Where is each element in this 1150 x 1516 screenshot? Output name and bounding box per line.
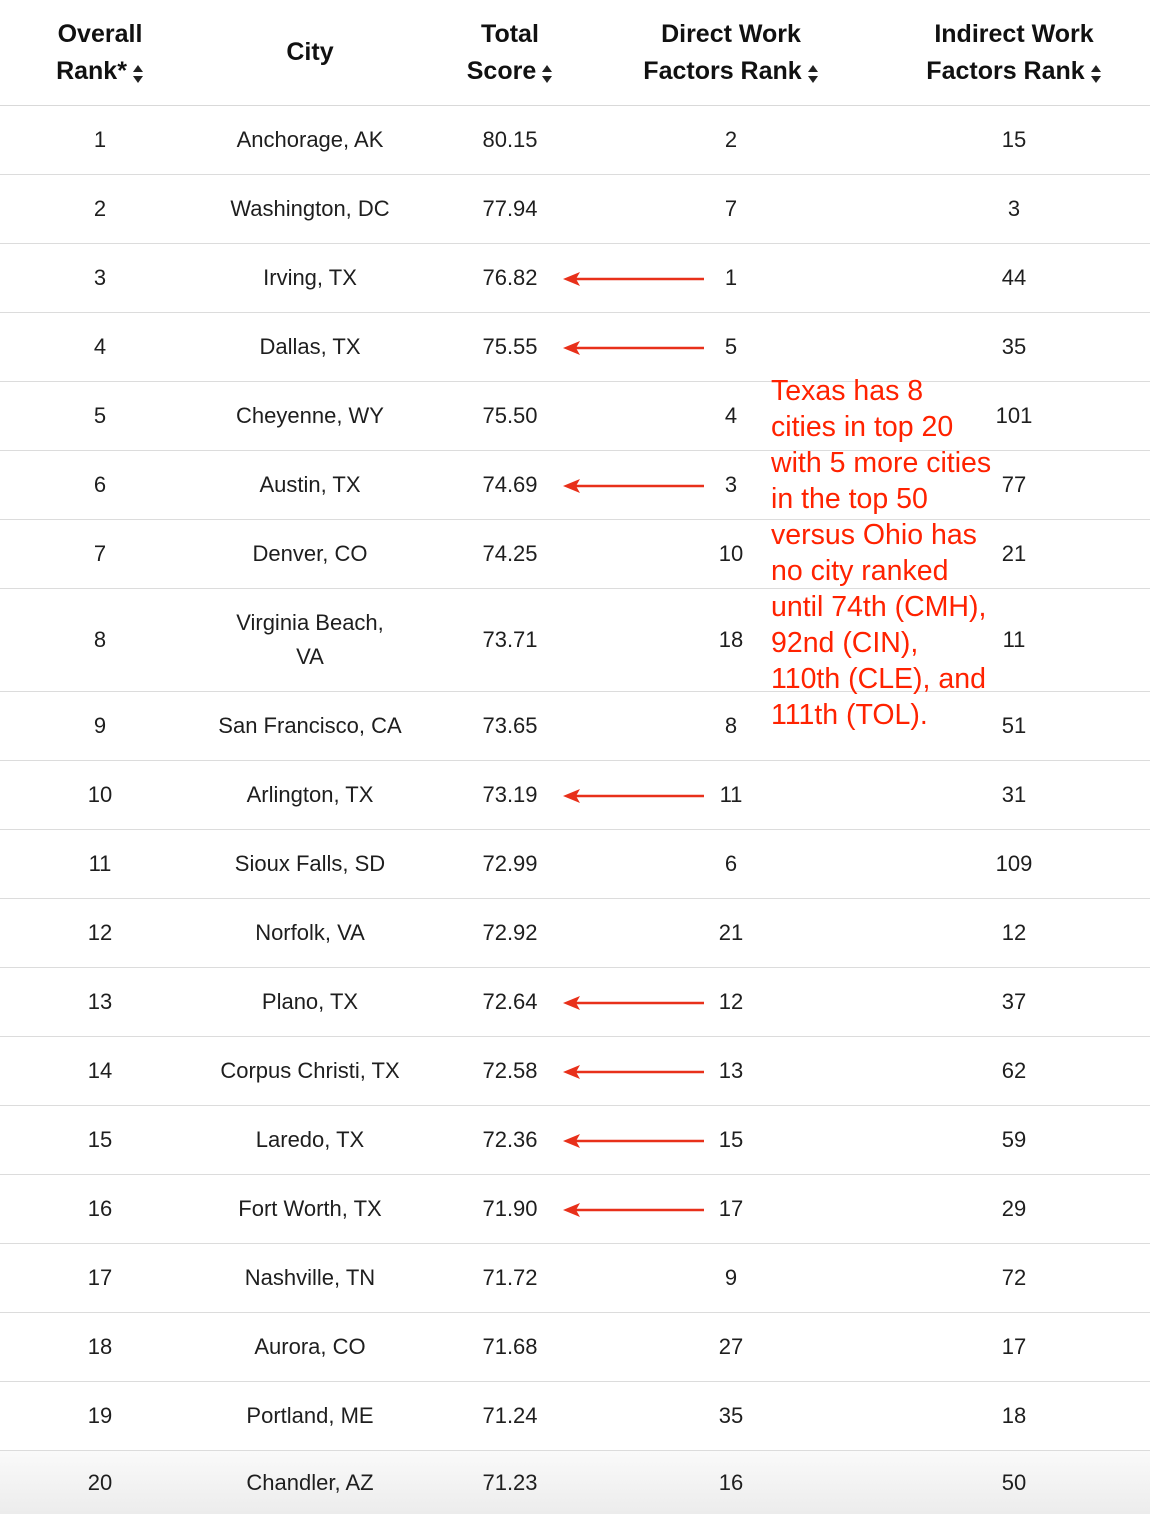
cell-total-score xyxy=(420,382,600,450)
cell-rank-text: 6 xyxy=(93,472,107,497)
cell-indirect-rank xyxy=(878,1037,1150,1105)
cell-rank-text: 9 xyxy=(93,713,107,738)
cell-city-text: Dallas, TX xyxy=(259,334,361,359)
cell-total-score-text: 72.64 xyxy=(482,989,538,1014)
cell-total-score xyxy=(420,175,600,243)
cell-total-score xyxy=(420,1175,600,1243)
cell-total-score-text: 75.55 xyxy=(482,334,538,359)
cell-total-score-text: 72.58 xyxy=(482,1058,538,1083)
cell-total-score-text: 72.92 xyxy=(482,920,538,945)
cell-direct-rank-text: 5 xyxy=(724,334,738,359)
cell-total-score-text: 71.68 xyxy=(482,1334,538,1359)
cell-indirect-rank-text: 51 xyxy=(1001,713,1027,738)
cell-rank xyxy=(0,1451,200,1514)
cell-indirect-rank-text: 29 xyxy=(1001,1196,1027,1221)
cell-city-text: Irving, TX xyxy=(263,265,357,290)
cell-rank-text: 10 xyxy=(87,782,113,807)
sort-icon[interactable] xyxy=(807,59,819,81)
cell-city xyxy=(200,106,420,174)
cell-rank xyxy=(0,899,200,967)
cell-total-score xyxy=(420,106,600,174)
cell-total-score-text: 71.72 xyxy=(482,1265,538,1290)
cell-total-score-text: 71.23 xyxy=(482,1469,538,1495)
table-body xyxy=(0,106,1150,1514)
cell-indirect-rank xyxy=(878,968,1150,1036)
cell-city xyxy=(200,1037,420,1105)
cell-direct-rank xyxy=(620,244,842,312)
cell-indirect-rank-text: 17 xyxy=(1001,1334,1027,1359)
sort-icon[interactable] xyxy=(132,59,144,81)
cell-total-score-text: 74.25 xyxy=(482,541,538,566)
cell-rank xyxy=(0,244,200,312)
cell-indirect-rank-text: 21 xyxy=(1001,541,1027,566)
cell-total-score-text: 73.65 xyxy=(482,713,538,738)
cell-city-text: Austin, TX xyxy=(259,472,361,497)
cell-indirect-rank-text: 31 xyxy=(1001,782,1027,807)
cell-rank xyxy=(0,313,200,381)
cell-total-score xyxy=(420,692,600,760)
cell-total-score xyxy=(420,1106,600,1174)
cell-rank xyxy=(0,520,200,588)
header-label-line1: Total xyxy=(481,19,539,48)
table-row xyxy=(0,1175,1150,1244)
cell-city xyxy=(200,520,420,588)
table-row xyxy=(0,106,1150,175)
cell-total-score-text: 72.36 xyxy=(482,1127,538,1152)
cell-direct-rank-text: 1 xyxy=(724,265,738,290)
cell-city xyxy=(200,692,420,760)
cell-indirect-rank xyxy=(878,1106,1150,1174)
cell-total-score xyxy=(420,968,600,1036)
cell-city-text: Portland, ME xyxy=(246,1403,374,1428)
cell-indirect-rank-text: 3 xyxy=(1007,196,1021,221)
cell-city-text: Plano, TX xyxy=(261,989,359,1014)
cell-total-score-text: 73.19 xyxy=(482,782,538,807)
cell-rank xyxy=(0,1382,200,1450)
cell-indirect-rank-text: 50 xyxy=(1001,1469,1027,1495)
cell-direct-rank-text: 6 xyxy=(724,851,738,876)
cell-rank xyxy=(0,1037,200,1105)
cell-city-text: Denver, CO xyxy=(252,541,368,566)
cell-total-score xyxy=(420,451,600,519)
cell-rank xyxy=(0,451,200,519)
cell-city-text: Cheyenne, WY xyxy=(236,403,384,428)
cell-direct-rank-text: 12 xyxy=(718,989,744,1014)
cell-rank xyxy=(0,968,200,1036)
cell-total-score-text: 73.71 xyxy=(482,627,538,652)
cell-city xyxy=(200,830,420,898)
cell-total-score xyxy=(420,313,600,381)
cell-indirect-rank-text: 15 xyxy=(1001,127,1027,152)
cell-city-text: Sioux Falls, SD xyxy=(234,851,386,876)
cell-city-text: San Francisco, CA xyxy=(218,713,402,738)
cell-city-text: Nashville, TN xyxy=(244,1265,376,1290)
cell-direct-rank xyxy=(620,1382,842,1450)
header-label-line1: City xyxy=(286,38,334,66)
header-direct-work-factors-rank[interactable] xyxy=(620,0,842,105)
cell-rank xyxy=(0,1313,200,1381)
cell-direct-rank-text: 10 xyxy=(718,541,744,566)
header-label-line2: Rank* xyxy=(56,56,127,85)
cell-direct-rank xyxy=(620,175,842,243)
cell-total-score xyxy=(420,1037,600,1105)
table-row xyxy=(0,1382,1150,1451)
cell-total-score xyxy=(420,244,600,312)
cell-city xyxy=(200,451,420,519)
header-label-line1: Direct Work xyxy=(661,19,801,48)
cell-total-score xyxy=(420,1451,600,1514)
cell-rank-text: 13 xyxy=(87,989,113,1014)
cell-city-text: Laredo, TX xyxy=(255,1127,365,1152)
cell-direct-rank xyxy=(620,1451,842,1514)
header-overall-rank[interactable] xyxy=(0,0,200,105)
table-row xyxy=(0,1106,1150,1175)
cell-rank xyxy=(0,1175,200,1243)
cell-city-text: Chandler, AZ xyxy=(246,1469,374,1495)
table-row xyxy=(0,1313,1150,1382)
cell-total-score-text: 77.94 xyxy=(482,196,538,221)
cell-direct-rank-text: 35 xyxy=(718,1403,744,1428)
cell-city-text: Washington, DC xyxy=(230,196,390,221)
sort-icon[interactable] xyxy=(1090,59,1102,81)
cell-indirect-rank xyxy=(878,106,1150,174)
cell-indirect-rank-text: 109 xyxy=(995,851,1033,876)
cell-rank-text: 20 xyxy=(87,1469,113,1495)
cell-indirect-rank-text: 37 xyxy=(1001,989,1027,1014)
cell-city xyxy=(200,761,420,829)
cell-indirect-rank xyxy=(878,1451,1150,1514)
cell-total-score xyxy=(420,520,600,588)
cell-total-score xyxy=(420,899,600,967)
cell-rank xyxy=(0,175,200,243)
cell-direct-rank-text: 11 xyxy=(719,782,743,807)
cell-indirect-rank xyxy=(878,1382,1150,1450)
cell-indirect-rank xyxy=(878,175,1150,243)
table-row xyxy=(0,1244,1150,1313)
cell-rank xyxy=(0,761,200,829)
cell-rank-text: 5 xyxy=(93,403,107,428)
cell-total-score xyxy=(420,830,600,898)
cell-direct-rank xyxy=(620,1244,842,1312)
cell-city xyxy=(200,1244,420,1312)
cell-rank-text: 4 xyxy=(93,334,107,359)
cell-total-score-text: 72.99 xyxy=(482,851,538,876)
cell-rank xyxy=(0,692,200,760)
cell-indirect-rank-text: 59 xyxy=(1001,1127,1027,1152)
cell-direct-rank xyxy=(620,830,842,898)
cell-rank-text: 3 xyxy=(93,265,107,290)
cell-indirect-rank xyxy=(878,899,1150,967)
cell-direct-rank xyxy=(620,899,842,967)
cell-indirect-rank xyxy=(878,313,1150,381)
cell-direct-rank xyxy=(620,761,842,829)
header-label-line2: Factors Rank xyxy=(643,56,802,85)
cell-total-score-text: 80.15 xyxy=(482,127,538,152)
cell-direct-rank-text: 9 xyxy=(724,1265,738,1290)
cell-rank-text: 2 xyxy=(93,196,107,221)
cell-total-score xyxy=(420,1313,600,1381)
annotation-text: Texas has 8 cities in top 20 with 5 more cities in the top 50 versus Ohio has no city ranked until 74th (CMH), 92nd (CIN), 110th (CLE), and 111th (TOL). xyxy=(771,375,992,731)
cell-city-text: Anchorage, AK xyxy=(236,127,384,152)
cell-direct-rank xyxy=(620,106,842,174)
cell-indirect-rank xyxy=(878,244,1150,312)
cell-city xyxy=(200,175,420,243)
cell-city xyxy=(200,1175,420,1243)
cell-direct-rank-text: 4 xyxy=(724,403,738,428)
cell-indirect-rank-text: 18 xyxy=(1001,1403,1027,1428)
cell-indirect-rank-text: 35 xyxy=(1001,334,1027,359)
cell-indirect-rank-text: 77 xyxy=(1001,472,1027,497)
cell-indirect-rank xyxy=(878,761,1150,829)
cell-total-score-text: 76.82 xyxy=(482,265,538,290)
table-row xyxy=(0,1037,1150,1106)
sort-icon[interactable] xyxy=(541,59,553,81)
cell-city-text: Virginia Beach, VA xyxy=(236,610,384,669)
table-row xyxy=(0,761,1150,830)
cell-rank-text: 1 xyxy=(93,127,107,152)
cell-city-text: Fort Worth, TX xyxy=(238,1196,382,1221)
cell-rank xyxy=(0,1244,200,1312)
cell-indirect-rank-text: 44 xyxy=(1001,265,1027,290)
cell-direct-rank xyxy=(620,313,842,381)
cell-direct-rank xyxy=(620,968,842,1036)
cell-indirect-rank xyxy=(878,1244,1150,1312)
cell-rank xyxy=(0,1106,200,1174)
cell-direct-rank-text: 13 xyxy=(718,1058,744,1083)
cell-direct-rank xyxy=(620,1037,842,1105)
header-indirect-work-factors-rank[interactable] xyxy=(878,0,1150,105)
cell-indirect-rank xyxy=(878,1313,1150,1381)
cell-direct-rank-text: 16 xyxy=(718,1469,744,1495)
table-row xyxy=(0,244,1150,313)
cell-rank xyxy=(0,106,200,174)
cell-rank-text: 12 xyxy=(87,920,113,945)
table-row xyxy=(0,968,1150,1037)
cell-indirect-rank-text: 12 xyxy=(1001,920,1027,945)
cell-rank xyxy=(0,589,200,691)
table-row xyxy=(0,1451,1150,1514)
cell-city-text: Arlington, TX xyxy=(246,782,374,807)
header-label-line1: Overall xyxy=(57,19,143,48)
cell-indirect-rank-text: 62 xyxy=(1001,1058,1027,1083)
cell-rank-text: 15 xyxy=(87,1127,113,1152)
cell-total-score xyxy=(420,761,600,829)
cell-city xyxy=(200,899,420,967)
cell-city xyxy=(200,589,420,691)
cell-indirect-rank-text: 11 xyxy=(1002,627,1026,652)
cell-rank xyxy=(0,830,200,898)
cell-total-score-text: 74.69 xyxy=(482,472,538,497)
table-row xyxy=(0,313,1150,382)
cell-indirect-rank-text: 72 xyxy=(1001,1265,1027,1290)
cell-total-score-text: 71.24 xyxy=(482,1403,538,1428)
header-label-line2: Score xyxy=(466,56,537,85)
cell-rank-text: 7 xyxy=(93,541,107,566)
header-label-line1: Indirect Work xyxy=(934,19,1094,48)
cell-rank-text: 16 xyxy=(87,1196,113,1221)
cell-indirect-rank xyxy=(878,830,1150,898)
cell-city-text: Aurora, CO xyxy=(254,1334,366,1359)
cell-rank-text: 18 xyxy=(87,1334,113,1359)
cell-city xyxy=(200,382,420,450)
cell-direct-rank-text: 27 xyxy=(718,1334,744,1359)
cell-city xyxy=(200,313,420,381)
cell-total-score-text: 71.90 xyxy=(482,1196,538,1221)
cell-city-text: Corpus Christi, TX xyxy=(220,1058,400,1083)
cell-rank xyxy=(0,382,200,450)
cell-total-score xyxy=(420,589,600,691)
cell-total-score xyxy=(420,1244,600,1312)
cell-rank-text: 14 xyxy=(87,1058,113,1083)
table-row xyxy=(0,899,1150,968)
cell-direct-rank xyxy=(620,1313,842,1381)
cell-indirect-rank xyxy=(878,1175,1150,1243)
cell-direct-rank-text: 8 xyxy=(724,713,738,738)
cell-rank-text: 19 xyxy=(87,1403,113,1428)
cell-direct-rank-text: 18 xyxy=(718,627,744,652)
cell-city-text: Norfolk, VA xyxy=(255,920,365,945)
cell-rank-text: 11 xyxy=(88,851,112,876)
cell-rank-text: 17 xyxy=(87,1265,113,1290)
cell-city xyxy=(200,1106,420,1174)
cell-city xyxy=(200,1313,420,1381)
cell-direct-rank xyxy=(620,1106,842,1174)
table-row xyxy=(0,175,1150,244)
cell-direct-rank-text: 15 xyxy=(718,1127,744,1152)
cell-rank-text: 8 xyxy=(93,627,107,652)
cell-direct-rank xyxy=(620,1175,842,1243)
cell-direct-rank-text: 2 xyxy=(724,127,738,152)
cell-indirect-rank-text: 101 xyxy=(995,403,1033,428)
cell-direct-rank-text: 21 xyxy=(718,920,744,945)
cell-city xyxy=(200,1382,420,1450)
cell-direct-rank-text: 7 xyxy=(724,196,738,221)
cell-city xyxy=(200,968,420,1036)
cell-total-score-text: 75.50 xyxy=(482,403,538,428)
cell-city xyxy=(200,1451,420,1514)
cell-direct-rank-text: 3 xyxy=(724,472,738,497)
cell-total-score xyxy=(420,1382,600,1450)
header-total-score[interactable] xyxy=(420,0,600,105)
table-header xyxy=(0,0,1150,106)
cell-direct-rank-text: 17 xyxy=(718,1196,744,1221)
table-row xyxy=(0,830,1150,899)
header-city xyxy=(200,0,420,105)
header-label-line2: Factors Rank xyxy=(926,56,1085,85)
cell-city xyxy=(200,244,420,312)
